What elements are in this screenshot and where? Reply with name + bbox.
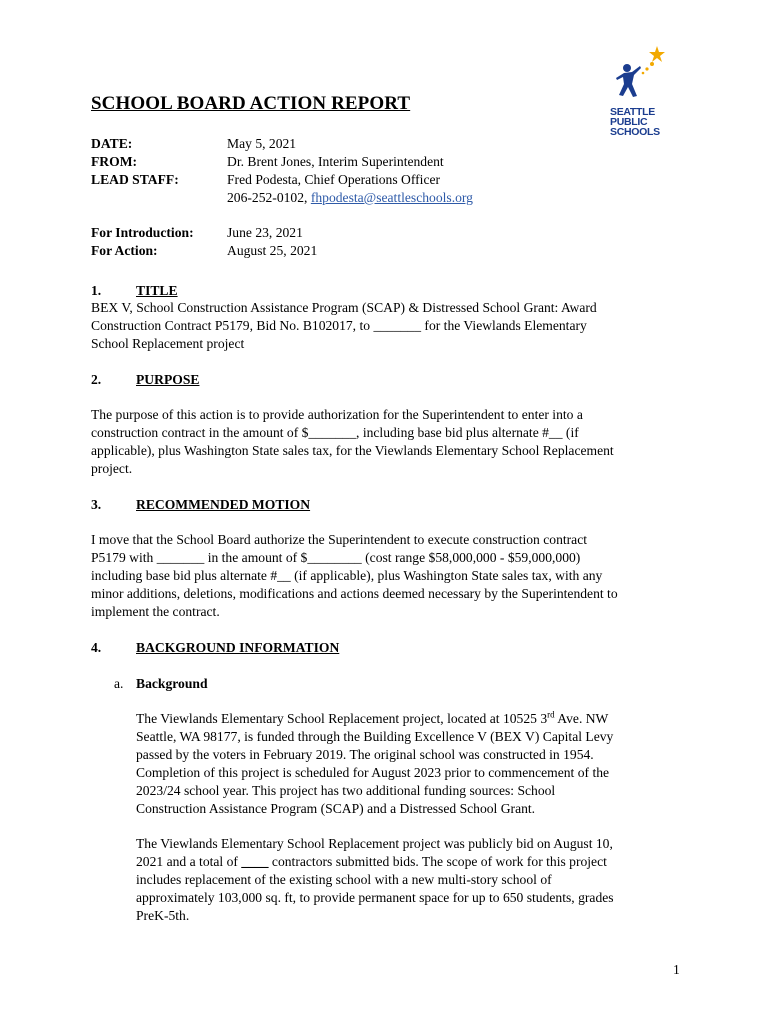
introduction-label: For Introduction: bbox=[91, 225, 194, 240]
motion-paragraph bbox=[91, 531, 691, 621]
date-value: May 5, 2021 bbox=[227, 136, 297, 151]
text-line: minor additions, deletions, modifications and actions deemed necessary by the Superintendent to bbox=[91, 586, 618, 601]
purpose-paragraph bbox=[91, 406, 691, 478]
action-date: August 25, 2021 bbox=[227, 243, 318, 258]
text-line: The Viewlands Elementary School Replacement project was publicly bid on August 10, bbox=[136, 836, 613, 851]
from-value: Dr. Brent Jones, Interim Superintendent bbox=[227, 154, 444, 169]
logo-text-line: SEATTLE bbox=[610, 106, 655, 118]
text-line: P5179 with _______ in the amount of $________ (cost range $58,000,000 - $59,000,000) bbox=[91, 550, 581, 565]
text-line: Completion of this project is scheduled for August 2023 prior to commencement of the bbox=[136, 765, 610, 780]
text-line: School Replacement project bbox=[91, 336, 245, 351]
text-line: applicable), plus Washington State sales tax, for the Viewlands Elementary School Replacement bbox=[91, 443, 614, 458]
text-line: 2021 and a total of ____ contractors submitted bids. The scope of work for this project bbox=[136, 854, 607, 869]
from-label: FROM: bbox=[91, 154, 138, 169]
lead-staff-label: LEAD STAFF: bbox=[91, 172, 179, 187]
section-number: 1. bbox=[91, 283, 102, 298]
action-label: For Action: bbox=[91, 243, 158, 258]
background-paragraph-1 bbox=[136, 710, 691, 818]
logo-text-line: SCHOOLS bbox=[610, 126, 660, 138]
text-line: Seattle, WA 98177, is funded through the Building Excellence V (BEX V) Capital Levy bbox=[136, 729, 614, 744]
text-line: project. bbox=[91, 461, 133, 476]
contact-line bbox=[227, 189, 473, 207]
text-line: including base bid plus alternate #__ (if applicable), plus Washington State sales tax, with any bbox=[91, 568, 603, 583]
section-number: 3. bbox=[91, 497, 102, 512]
text-line: passed by the voters in February 2019. The original school was constructed in 1954. bbox=[136, 747, 594, 762]
logo-text-line: PUBLIC bbox=[610, 116, 648, 128]
text-line: The Viewlands Elementary School Replacement project, located at 10525 3rd Ave. NW bbox=[136, 709, 609, 726]
background-paragraph-2 bbox=[136, 835, 691, 925]
section-heading-title: TITLE bbox=[136, 283, 178, 298]
text-line: The purpose of this action is to provide authorization for the Superintendent to enter into a bbox=[91, 407, 583, 422]
email-link[interactable]: fhpodesta@seattleschools.org bbox=[310, 190, 473, 205]
section-heading-motion: RECOMMENDED MOTION bbox=[136, 497, 311, 512]
text-line: includes replacement of the existing school with a new multi-story school of bbox=[136, 872, 552, 887]
subsection-heading: Background bbox=[136, 676, 208, 691]
text-line: construction contract in the amount of $_______, including base bid plus alternate #__ (if bbox=[91, 425, 579, 440]
text-line: Construction Contract P5179, Bid No. B102017, to _______ for the Viewlands Elementary bbox=[91, 318, 587, 333]
section-heading-background: BACKGROUND INFORMATION bbox=[136, 640, 340, 655]
subsection-letter: a. bbox=[114, 676, 124, 691]
text-line: implement the contract. bbox=[91, 604, 220, 619]
introduction-date: June 23, 2021 bbox=[227, 225, 303, 240]
text-line: BEX V, School Construction Assistance Program (SCAP) & Distressed School Grant: Award bbox=[91, 300, 597, 315]
text-line: Construction Assistance Program (SCAP) and a Distressed School Grant. bbox=[136, 801, 536, 816]
section-heading-purpose: PURPOSE bbox=[136, 372, 200, 387]
seattle-public-schools-logo bbox=[610, 44, 670, 142]
text-line: I move that the School Board authorize the Superintendent to execute construction contract bbox=[91, 532, 588, 547]
logo-figure-icon bbox=[610, 44, 670, 102]
page-number: 1 bbox=[673, 962, 680, 977]
section-number: 4. bbox=[91, 640, 102, 655]
lead-staff-value: Fred Podesta, Chief Operations Officer bbox=[227, 172, 441, 187]
phone-number: 206-252-0102, bbox=[227, 190, 311, 205]
date-label: DATE: bbox=[91, 136, 133, 151]
text-line: PreK-5th. bbox=[136, 908, 190, 923]
blank-field: ____ bbox=[241, 854, 269, 869]
title-paragraph bbox=[91, 299, 691, 353]
page-title: SCHOOL BOARD ACTION REPORT bbox=[91, 93, 411, 114]
text-line: 2023/24 school year. This project has two additional funding sources: School bbox=[136, 783, 556, 798]
text-line: approximately 103,000 sq. ft, to provide permanent space for up to 650 students, grades bbox=[136, 890, 614, 905]
section-number: 2. bbox=[91, 372, 102, 387]
